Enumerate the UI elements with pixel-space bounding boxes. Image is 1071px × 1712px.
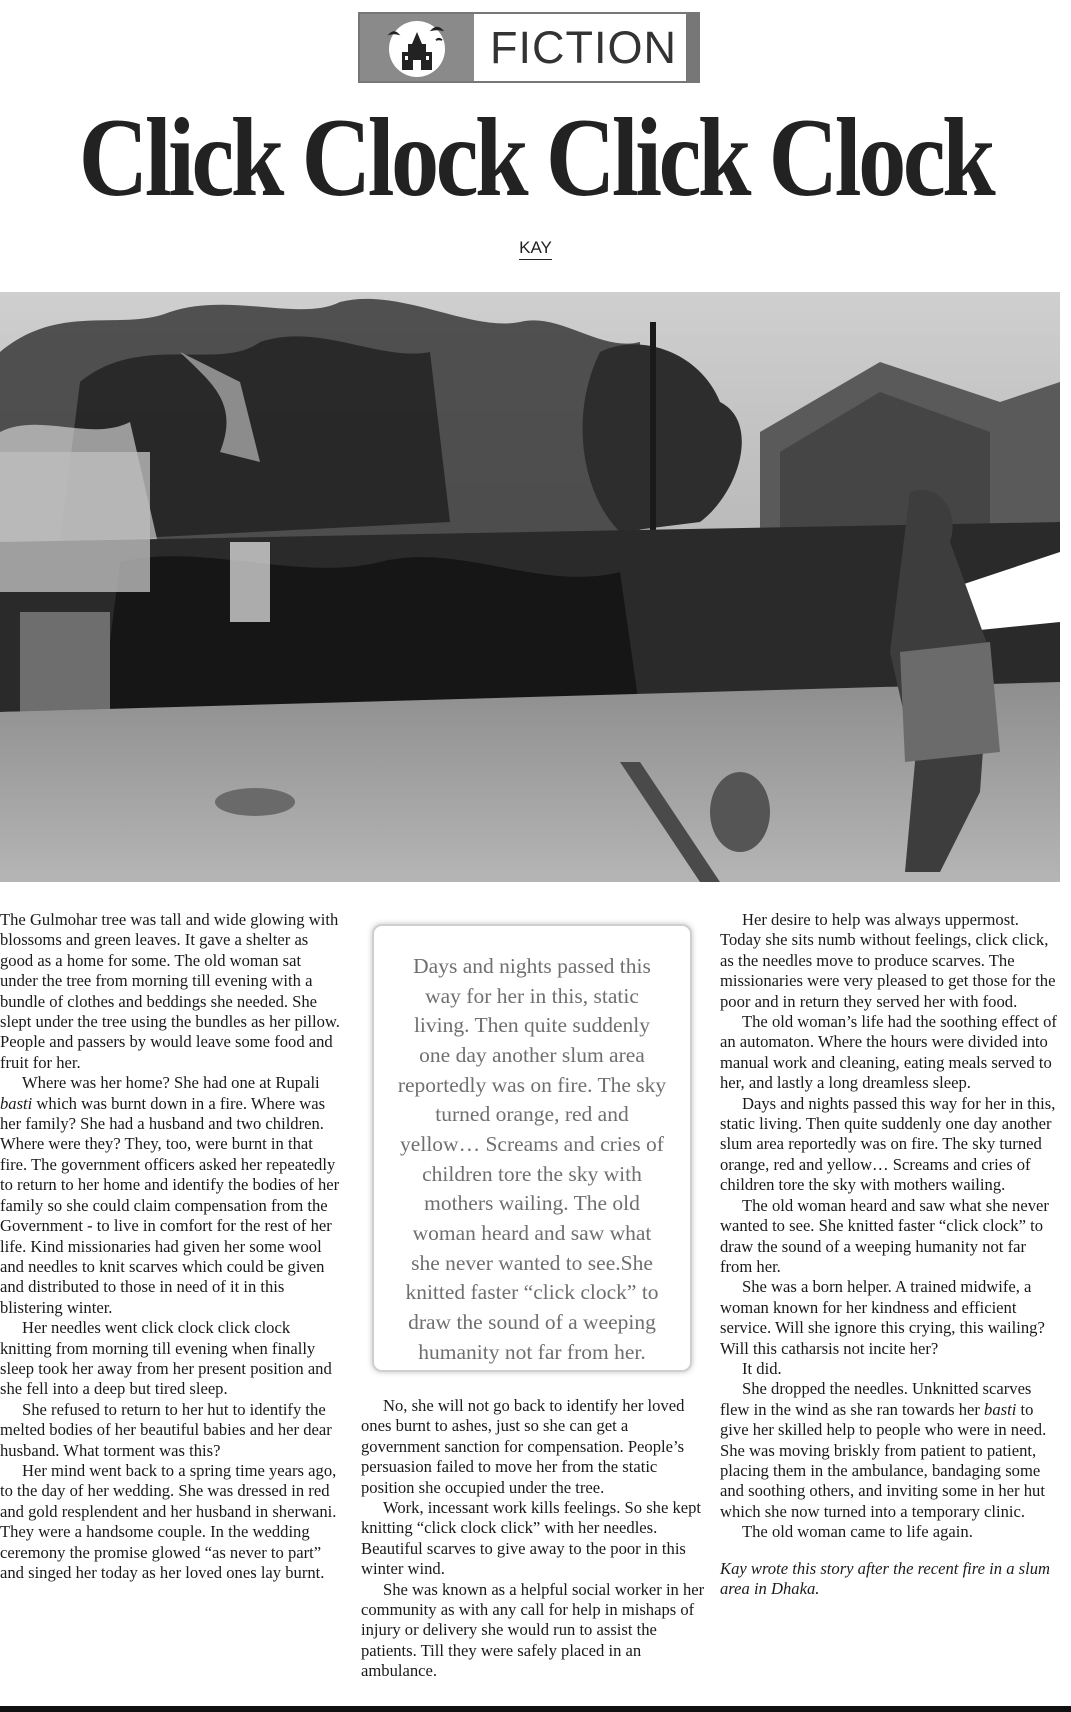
italic-term: basti xyxy=(0,1093,33,1113)
section-tag xyxy=(358,12,700,83)
paragraph-text: which was burnt down in a fire. Where was her family? She had a husband and two children. Where were they? They, too, were burnt in that fire. The government officers asked her repeatedly to return to her home and identify the bodies of her family so she could claim compensation from the Government - to live in comfort for the rest of her life. Kind missionaries had given her some wool and needles to knit scarves which could be given and distributed to those in need of it in this blistering winter. xyxy=(0,1093,340,1317)
headline: Click Clock Click Clock xyxy=(78,96,993,220)
paragraph-text: She dropped the needles. Unknitted scarves flew in the wind as she ran towards her xyxy=(720,1379,1032,1419)
author-note: Kay wrote this story after the recent fire in a slum area in Dhaka. xyxy=(720,1558,1050,1598)
paragraph xyxy=(0,1073,343,1318)
paragraph-text: to give her skilled help to people who were in need. She was moving briskly from patient to patient, placing them in the ambulance, bandaging some and soothing others, and inviting some in her hut which she now turned into a temporary clinic. xyxy=(720,1399,1047,1521)
haunted-house-icon xyxy=(360,14,474,81)
paragraph: Days and nights passed this way for her in this, static living. Then quite suddenly one day another slum area reportedly was on fire. The sky turned orange, red and yellow… Screams and cries of children tore the sky with mothers wailing. xyxy=(720,1093,1056,1195)
article-column-1 xyxy=(0,910,343,1583)
byline xyxy=(0,238,1071,258)
paragraph: Work, incessant work kills feelings. So she kept knitting “click clock click” with her needles. Beautiful scarves to give away to the poor in this winter wind. xyxy=(361,1498,702,1579)
pull-quote: Days and nights passed this way for her in this, static living. Then quite suddenly one day another slum area reportedly was on fire. The sky turned orange, red and yellow… Screams and cries of children tore the sky with mothers wailing. The old woman heard and saw what she never wanted to see.She knitted faster “click clock” to draw the sound of a weeping humanity not far from her. xyxy=(372,924,692,1372)
bottom-rule xyxy=(0,1706,1071,1712)
paragraph: Her mind went back to a spring time years ago, to the day of her wedding. She was dressed in red and gold resplendent and her husband in sherwani. They were a handsome couple. In the wedding ceremony the promise glowed “as never to part” and singed her today as her loved ones lay burnt. xyxy=(0,1460,337,1582)
paragraph: No, she will not go back to identify her loved ones burnt to ashes, just so she can get a government sanction for compensation. People’s persuasion failed to move her from the static position she occupied under the tree. xyxy=(361,1396,685,1497)
paragraph: Her needles went click clock click clock knitting from morning till evening when finally sleep took her away from her present position and she fell into a deep but tired sleep. xyxy=(0,1318,332,1399)
paragraph: Her desire to help was always uppermost. Today she sits numb without feelings, click click, as the needles move to produce scarves. The missionaries were very pleased to get those for the poor and in return they served her with food. xyxy=(720,910,1056,1011)
italic-term: basti xyxy=(984,1399,1017,1419)
paragraph: She refused to return to her hut to identify the melted bodies of her beautiful babies and her dear husband. What torment was this? xyxy=(0,1399,332,1460)
paragraph: The old woman’s life had the soothing effect of an automaton. Where the hours were divided into manual work and cleaning, eating meals served to her, and lastly a long dreamless sleep. xyxy=(720,1012,1057,1093)
paragraph: She was a born helper. A trained midwife, a woman known for her kindness and efficient service. Will she ignore this crying, this wailing? Will this catharsis not incite her? xyxy=(720,1277,1045,1358)
paragraph: The old woman heard and saw what she never wanted to see. She knitted faster “click clock” to draw the sound of a weeping humanity not far from her. xyxy=(720,1195,1049,1276)
fire-scene-photo xyxy=(0,292,1060,882)
section-tag-bar xyxy=(686,14,698,81)
paragraph-text: Where was her home? She had one at Rupali xyxy=(22,1073,320,1093)
paragraph: The Gulmohar tree was tall and wide glowing with blossoms and green leaves. It gave a shelter as good as a home for some. The old woman sat under the tree from morning till evening with a bundle of clothes and beddings she needed. She slept under the tree using the bundles as her pillow. People and passers by would leave some food and fruit for her. xyxy=(0,910,340,1072)
paragraph xyxy=(720,1379,1060,1522)
article-column-3 xyxy=(720,910,1060,1599)
paragraph: The old woman came to life again. xyxy=(742,1522,973,1542)
section-label: FICTION xyxy=(490,22,677,73)
paragraph: She was known as a helpful social worker in her community as with any call for help in mishaps of injury or delivery she would run to assist the patients. Till they were safely placed in an ambulance. xyxy=(361,1579,705,1681)
author-name: KAY xyxy=(519,238,552,260)
article-column-2 xyxy=(361,1396,706,1682)
paragraph: It did. xyxy=(742,1358,782,1378)
